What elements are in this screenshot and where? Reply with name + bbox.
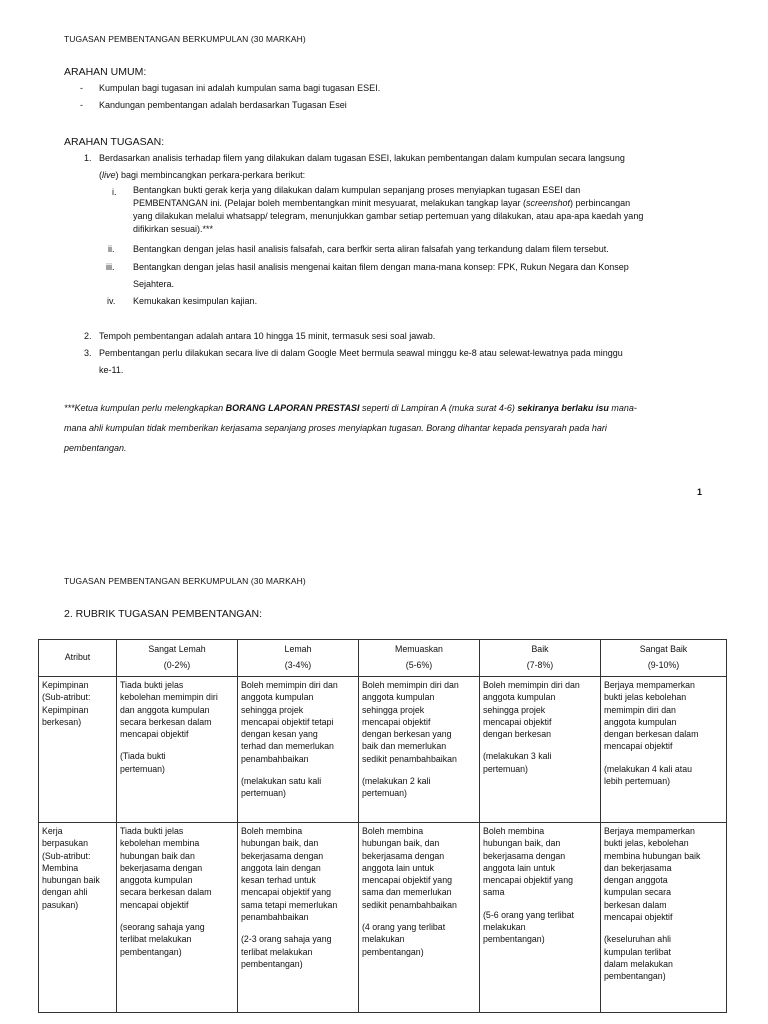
sub-item-number: iv. (107, 296, 116, 306)
page-header: TUGASAN PEMBENTANGAN BERKUMPULAN (30 MARKAH) (64, 576, 306, 586)
rubric-row-leadership (39, 677, 727, 823)
rubric-cell: Boleh memimpin diri dan anggota kumpulan sehingga projek mencapai objektif tetapi dengan kesan yang terhad dan memerlukan penambahbaikan (melakukan satu kali pertemuan) (238, 677, 359, 823)
column-header-satisfactory: Memuaskan (5-6%) (359, 640, 480, 677)
sub-item-ii: Bentangkan dengan jelas hasil analisis falsafah, cara berfkir serta aliran falsafah yang terkandung dalam filem tersebut. (133, 244, 609, 254)
sub-item-number: ii. (108, 244, 115, 254)
page-header: TUGASAN PEMBENTANGAN BERKUMPULAN (30 MARKAH) (64, 34, 306, 44)
task-item-3: Pembentangan perlu dilakukan secara live di dalam Google Meet bermula seawal minggu ke-8 atau selewat-lewatnya pada minggu (99, 348, 623, 358)
sub-item-iii-cont: Sejahtera. (133, 279, 175, 289)
rubric-cell: Tiada bukti jelas kebolehan memimpin diri dan anggota kumpulan secara berkesan dalam mencapai objektif (Tiada bukti pertemuan) (117, 677, 238, 823)
task-item-number: 2. (84, 331, 92, 341)
general-bullet: - (80, 100, 83, 110)
rubric-table (38, 639, 727, 1013)
task-item-2: Tempoh pembentangan adalah antara 10 hingga 15 minit, termasuk sesi soal jawab. (99, 331, 436, 341)
rubric-section-title: 2. RUBRIK TUGASAN PEMBENTANGAN: (64, 608, 262, 620)
rubric-cell: Boleh membina hubungan baik, dan bekerjasama dengan anggota lain untuk mencapai objektif yang sama dan memerlukan sedikit penambahbaikan (4 orang yang terlibat melakukan pembentangan) (359, 823, 480, 1013)
attribute-cell: Kepimpinan (Sub-atribut: Kepimpinan berkesan) (39, 677, 117, 823)
task-instructions-title: ARAHAN TUGASAN: (64, 136, 165, 148)
attribute-cell: Kerja berpasukan (Sub-atribut: Membina hubungan baik dengan ahli pasukan) (39, 823, 117, 1013)
rubric-cell: Berjaya mempamerkan bukti jelas kebolehan memimpin diri dan anggota kumpulan dengan berkesan dalam mencapai objektif (melakukan 4 kali atau lebih pertemuan) (601, 677, 727, 823)
sub-item-iv: Kemukakan kesimpulan kajian. (133, 296, 258, 306)
sub-item-number: i. (112, 187, 117, 197)
sub-item-number: iii. (106, 262, 115, 272)
task-item-3-cont: ke-11. (99, 365, 124, 375)
rubric-cell: Tiada bukti jelas kebolehan membina hubungan baik dan bekerjasama dengan anggota kumpulan secara berkesan dalam mencapai objektif (seorang sahaja yang terlibat melakukan pembentangan) (117, 823, 238, 1013)
general-instructions-title: ARAHAN UMUM: (64, 66, 147, 78)
column-header-very-weak: Sangat Lemah (0-2%) (117, 640, 238, 677)
sub-item-iii: Bentangkan dengan jelas hasil analisis mengenai kaitan filem dengan mana-mana konsep: FPK, Rukun Negara dan Konsep (133, 262, 629, 272)
rubric-cell: Berjaya mempamerkan bukti jelas, kebolehan membina hubungan baik dan bekerjasama dengan anggota kumpulan secara berkesan dalam mencapai objektif (keseluruhan ahli kumpulan terlibat dalam melakukan pembentangan) (601, 823, 727, 1013)
rubric-cell: Boleh membina hubungan baik, dan bekerjasama dengan anggota lain dengan kesan terhad untuk mencapai objektif yang sama tetapi memerlukan penambahbaikan (2-3 orang sahaja yang terlibat melakukan pembentangan) (238, 823, 359, 1013)
task-item-number: 1. (84, 153, 92, 163)
rubric-cell: Boleh memimpin diri dan anggota kumpulan sehingga projek mencapai objektif dengan berkesan (melakukan 3 kali pertemuan) (480, 677, 601, 823)
sub-item-i: Bentangkan bukti gerak kerja yang dilakukan dalam kumpulan sepanjang proses menyiapkan tugasan ESEI dan PEMBENTANGAN ini. (Pelajar boleh membentangkan minit mesyuarat, melakukan tangkap layar (screenshot) perbincangan yang dilakukan melalui whatsapp/ telegram, menunjukkan gambar setiap pertemuan yang dilakukan, atau apa-apa kaedah yang difikirkan sesuai).*** (133, 185, 644, 234)
task-item-1-line-1: Berdasarkan analisis terhadap filem yang dilakukan dalam tugasan ESEI, lakukan pembentangan dalam kumpulan secara langsung (99, 153, 625, 163)
general-item-2: Kandungan pembentangan adalah berdasarkan Tugasan Esei (99, 100, 347, 110)
general-bullet: - (80, 83, 83, 93)
coordinator-note: ***Ketua kumpulan perlu melengkapkan BORANG LAPORAN PRESTASI seperti di Lampiran A (muka surat 4-6) sekiranya berlaku isu mana- mana ahli kumpulan tidak memberikan kerjasama sepanjang proses menyiapkan tugasan. Borang dihantar kepada pensyarah pada hari pembentangan. (64, 403, 637, 453)
general-item-1: Kumpulan bagi tugasan ini adalah kumpulan sama bagi tugasan ESEI. (99, 83, 381, 93)
rubric-header-row (39, 640, 727, 677)
column-header-attribute: Atribut (39, 640, 117, 677)
page-number: 1 (697, 487, 703, 497)
rubric-cell: Boleh membina hubungan baik, dan bekerjasama dengan anggota lain untuk mencapai objektif yang sama (5-6 orang yang terlibat melakukan pembentangan) (480, 823, 601, 1013)
column-header-weak: Lemah (3-4%) (238, 640, 359, 677)
task-item-1-line-2: (live) bagi membincangkan perkara-perkara berikut: (99, 170, 306, 180)
rubric-row-teamwork (39, 823, 727, 1013)
rubric-cell: Boleh memimpin diri dan anggota kumpulan sehingga projek mencapai objektif dengan berkesan yang baik dan memerlukan sedikit penambahbaikan (melakukan 2 kali pertemuan) (359, 677, 480, 823)
task-item-number: 3. (84, 348, 92, 358)
column-header-good: Baik (7-8%) (480, 640, 601, 677)
column-header-very-good: Sangat Baik (9-10%) (601, 640, 727, 677)
